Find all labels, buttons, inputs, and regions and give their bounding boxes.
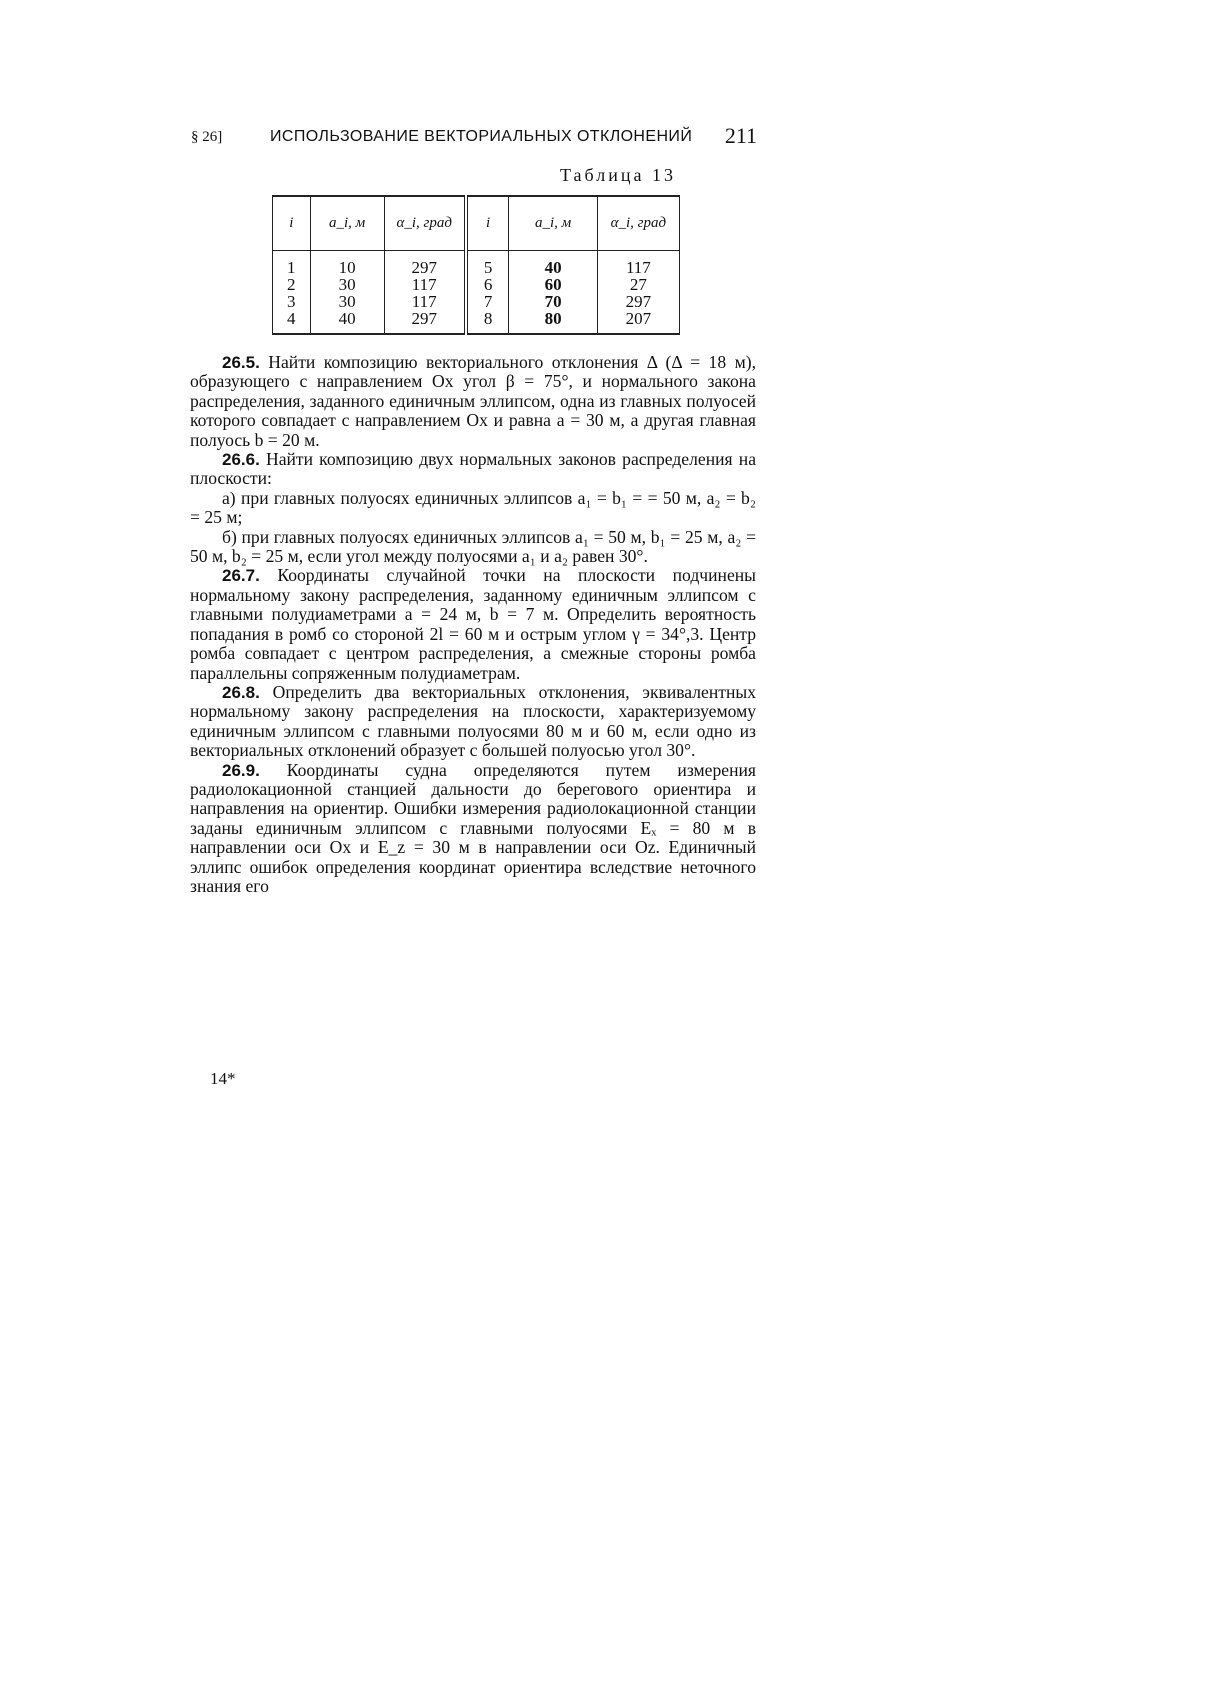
column-header: i (273, 196, 311, 251)
page-number: 211 (724, 123, 757, 148)
table-cell: 297 (597, 293, 679, 310)
problem-number: 26.8. (222, 682, 260, 702)
table-cell: 70 (509, 293, 597, 310)
problem-text: Координаты судна определяются путем измерения радиолокационной станцией дальности до берегового ориентира и направления на ориентир. Ошибки измерения радиолокационной станции заданы единичным эллипсом с главными полуосями Eₓ = 80 м в направлении оси Ox и E_z = 30 м в направлении оси Oz. Единичный эллипс ошибок определения координат ориентира вследствие неточного знания его (190, 759, 756, 896)
problem-text: Найти композицию двух нормальных законов распределения на плоскости: (190, 449, 757, 489)
problem-number: 26.9. (222, 760, 260, 780)
problem-26-6-part-b: б) при главных полуосях единичных эллипсов a₁ = 50 м, b₁ = 25 м, a₂ = 50 м, b₂ = 25 м, если угол между полуосями a₁ и a₂ равен 30°. (190, 526, 756, 567)
problem-26-6-part-a: а) при главных полуосях единичных эллипсов a₁ = b₁ = = 50 м, a₂ = b₂ = 25 м; (190, 487, 756, 528)
table-cell: 297 (384, 310, 466, 334)
section-reference: § 26] (191, 129, 223, 145)
column-header: a_i, м (310, 196, 384, 251)
table-cell: 117 (597, 251, 679, 277)
table-cell: 1 (273, 251, 311, 277)
problem-26-9 (190, 761, 756, 897)
table-cell: 40 (509, 251, 597, 277)
table-cell: 80 (509, 310, 597, 334)
running-header (191, 123, 757, 153)
table-cell: 8 (466, 310, 509, 334)
table-row (273, 251, 680, 277)
table-cell: 7 (466, 293, 509, 310)
table-cell: 3 (273, 293, 311, 310)
table-cell: 117 (384, 276, 466, 293)
signature-mark: 14* (210, 1069, 236, 1088)
problem-text: Координаты случайной точки на плоскости подчинены нормальному закону распределения, заданному единичным эллипсом с главными полудиаметрами a = 24 м, b = 7 м. Определить вероятность попадания в ромб со стороной 2l = 60 м и острым углом γ = 34°,3. Центр ромба совпадает с центром распределения, а смежные стороны ромба параллельны сопряженным полудиаметрам. (190, 565, 756, 683)
table-row (273, 310, 680, 334)
problem-26-5 (190, 353, 756, 450)
table-header-row (273, 196, 680, 251)
problem-text: Определить два векториальных отклонения, эквивалентных нормальному закону распределения на плоскости, характеризуемому единичным эллипсом с главными полуосями 80 м и 60 м, если одно из векториальных отклонений образует с большей полуосью угол 30°. (190, 681, 757, 761)
table-cell: 30 (310, 293, 384, 310)
table-cell: 117 (384, 293, 466, 310)
table-cell: 30 (310, 276, 384, 293)
running-title: ИСПОЛЬЗОВАНИЕ ВЕКТОРИАЛЬНЫХ ОТКЛОНЕНИЙ (270, 128, 693, 145)
table-caption: Таблица 13 (560, 165, 676, 185)
table-cell: 6 (466, 276, 509, 293)
problem-number: 26.7. (222, 566, 260, 586)
table-row (273, 276, 680, 293)
table-cell: 4 (273, 310, 311, 334)
column-header: a_i, м (509, 196, 597, 251)
problem-26-7 (190, 566, 756, 682)
data-table (272, 195, 680, 335)
table-cell: 27 (597, 276, 679, 293)
table-cell: 5 (466, 251, 509, 277)
problem-26-6 (190, 450, 756, 489)
problem-text: Найти композицию векториального отклонения Δ (Δ = 18 м), образующего с направлением Ox угол β = 75°, и нормального закона распределения, заданного единичным эллипсом, одна из главных полуосей которого совпадает с направлением Ox и равна a = 30 м, а другая главная полуось b = 20 м. (190, 352, 756, 450)
table-cell: 297 (384, 251, 466, 277)
table-row (273, 293, 680, 310)
table-cell: 10 (310, 251, 384, 277)
table-cell: 2 (273, 276, 311, 293)
problems-text (190, 353, 756, 896)
problem-number: 26.5. (222, 353, 260, 372)
column-header: α_i, град (597, 196, 679, 251)
table-cell: 207 (597, 310, 679, 334)
table-cell: 40 (310, 310, 384, 334)
column-header: α_i, град (384, 196, 466, 251)
problem-number: 26.6. (222, 450, 260, 470)
table-cell: 60 (509, 276, 597, 293)
problem-26-8 (190, 683, 756, 761)
column-header: i (466, 196, 509, 251)
